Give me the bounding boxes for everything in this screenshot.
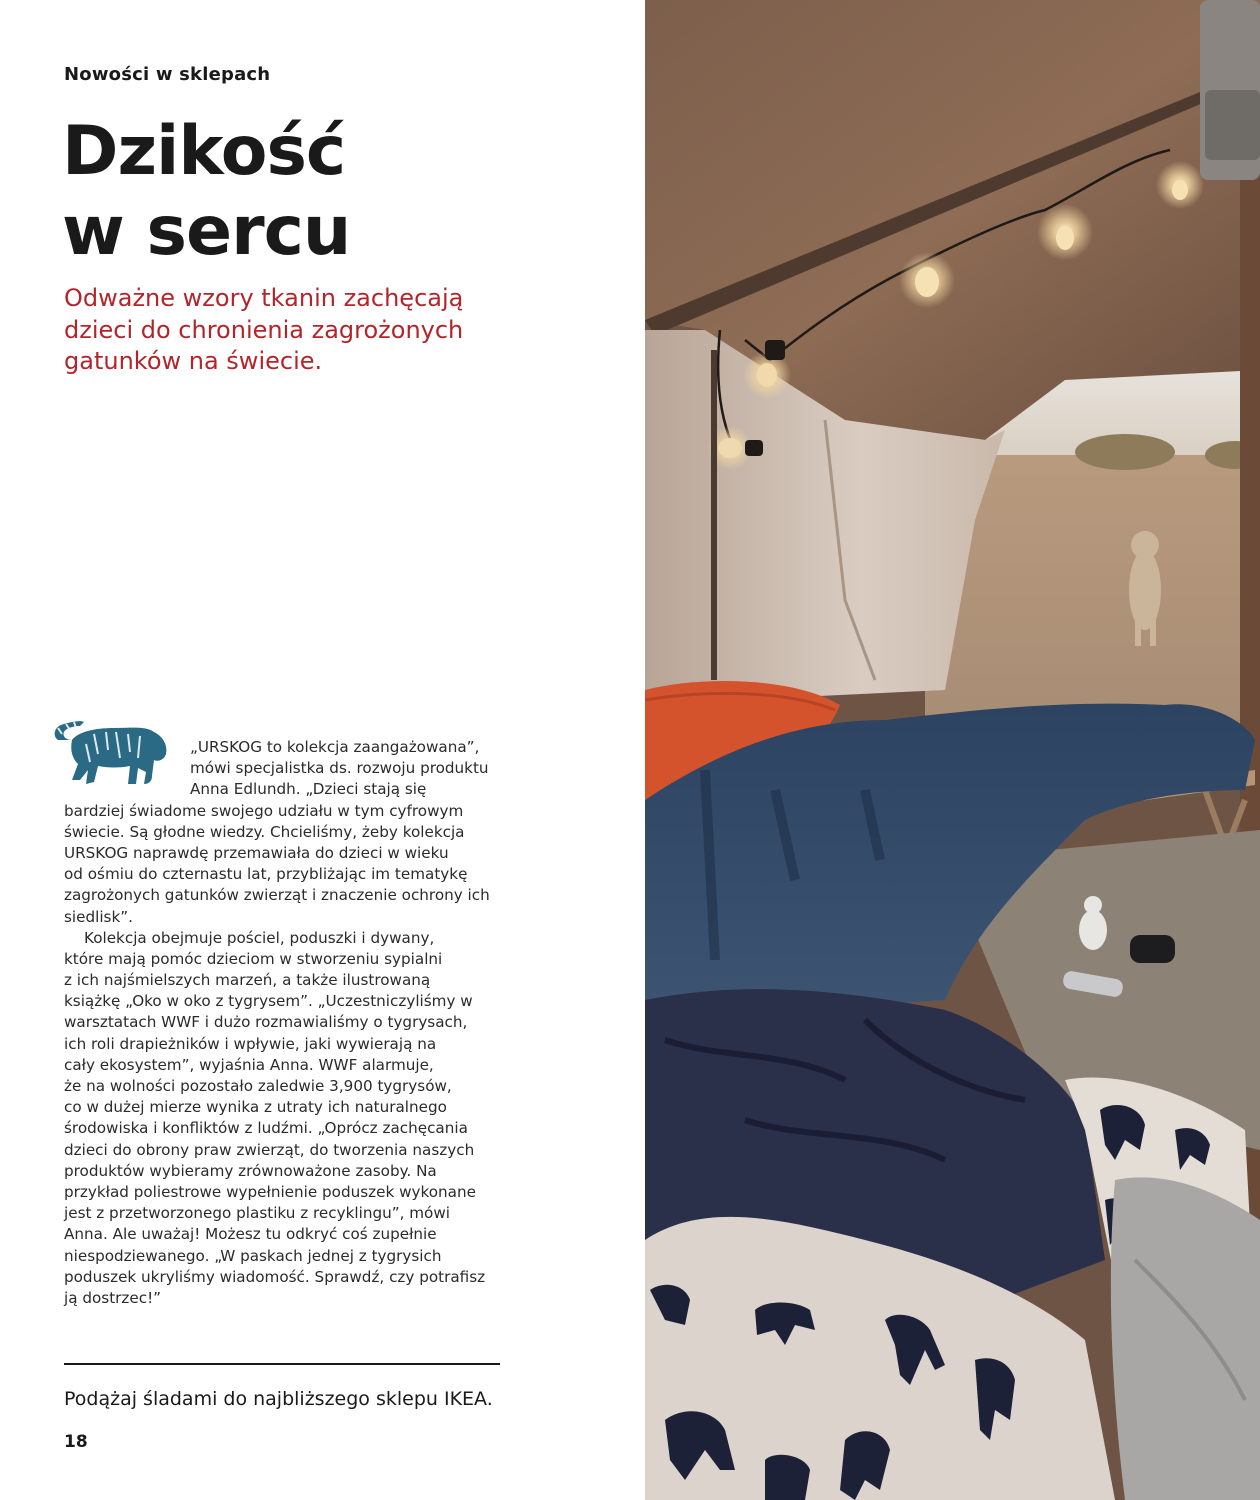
lead-paragraph	[64, 283, 524, 378]
body-line: Kolekcja obejmuje pościel, poduszki i dywany,	[84, 928, 435, 947]
photo-illustration	[645, 0, 1260, 1500]
body-line: cały ekosystem”, wyjaśnia Anna. WWF alarmuje,	[64, 1055, 434, 1074]
body-line: jest z przetworzonego plastiku z recyklingu”, mówi	[64, 1204, 450, 1223]
title-line: Dzikość	[62, 112, 346, 191]
body-line: Anna. Ale uważaj! Możesz tu odkryć coś zupełnie	[64, 1225, 437, 1244]
body-line: ich roli drapieżników i wpływie, jaki wywierają na	[64, 1034, 437, 1053]
body-line: URSKOG naprawdę przemawiała do dzieci w wieku	[64, 843, 449, 862]
body-line: z ich najśmielszych marzeń, a także ilustrowaną	[64, 971, 431, 990]
body-line: książkę „Oko w oko z tygrysem”. „Uczestniczyliśmy w	[64, 992, 473, 1011]
page-number: 18	[64, 1432, 88, 1452]
body-line: dzieci do obrony praw zwierząt, do tworzenia naszych	[64, 1140, 475, 1159]
body-line: co w dużej mierze wynika z utraty ich naturalnego	[64, 1098, 447, 1117]
section-kicker: Nowości w sklepach	[64, 64, 271, 85]
body-line: zagrożonych gatunków zwierząt i znaczenie ochrony ich	[64, 886, 490, 905]
lead-line: Odważne wzory tkanin zachęcają	[64, 284, 464, 312]
store-cta: Podążaj śladami do najbliższego sklepu IKEA.	[64, 1388, 493, 1410]
tent-bedding-photo	[645, 0, 1260, 1500]
body-line: bardziej świadome swojego udziału w tym cyfrowym	[64, 801, 464, 820]
body-line: „URSKOG to kolekcja zaangażowana”,	[190, 738, 480, 756]
divider-rule	[64, 1363, 500, 1365]
body-line: mówi specjalistka ds. rozwoju produktu	[190, 759, 489, 778]
lead-line: gatunków na świecie.	[64, 347, 323, 375]
page-title	[62, 112, 350, 272]
body-line: od ośmiu do czternastu lat, przybliżając im tematykę	[64, 865, 468, 884]
body-line: warsztatach WWF i dużo rozmawialiśmy o tygrysach,	[64, 1013, 468, 1032]
body-line: środowiska i konfliktów z ludźmi. „Oprócz zachęcania	[64, 1119, 468, 1138]
body-line: przykład poliestrowe wypełnienie poduszek wykonane	[64, 1182, 476, 1201]
body-line: które mają pomóc dzieciom w stworzeniu sypialni	[64, 949, 443, 968]
body-line: Anna Edlundh. „Dzieci stają się	[190, 780, 427, 799]
body-line: siedlisk”.	[64, 907, 133, 926]
body-line: ją dostrzec!”	[64, 1288, 162, 1307]
article-body	[64, 737, 504, 1309]
title-line: w sercu	[62, 192, 351, 271]
body-line: produktów wybieramy zrównoważone zasoby. Na	[64, 1161, 437, 1180]
body-line: świecie. Są głodne wiedzy. Chcieliśmy, żeby kolekcja	[64, 822, 465, 841]
body-line: poduszek ukryliśmy wiadomość. Sprawdź, czy potrafisz	[64, 1267, 486, 1286]
body-line: że na wolności pozostało zaledwie 3,900 tygrysów,	[64, 1077, 452, 1095]
lead-line: dzieci do chronienia zagrożonych	[64, 315, 464, 344]
body-line: niespodziewanego. „W paskach jednej z tygrysich	[64, 1246, 442, 1265]
